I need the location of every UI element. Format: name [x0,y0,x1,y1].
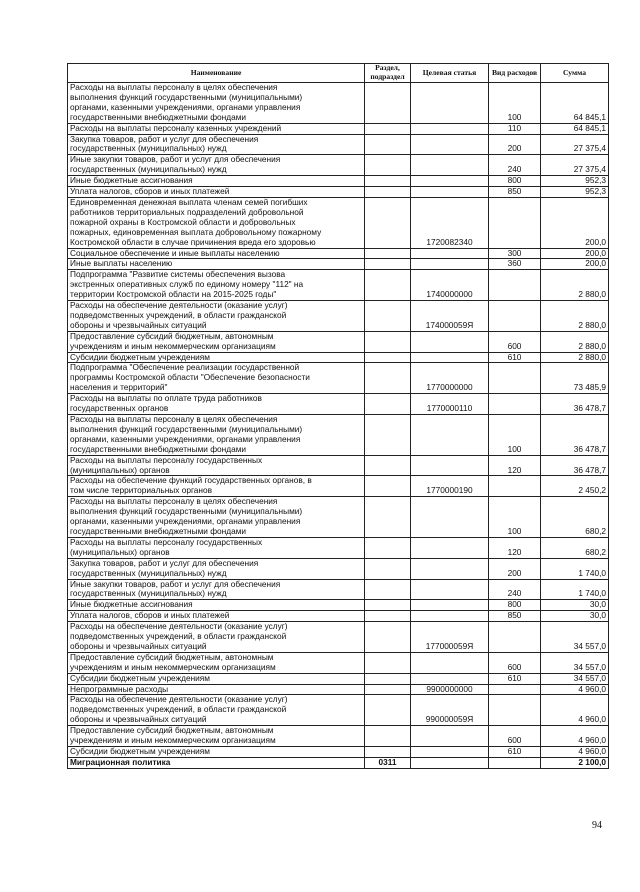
row-name-line: программы Костромской области "Обеспечение безопасности [70,372,310,383]
row-sum: 952,3 [541,187,609,198]
row-target-article: 1770000110 [411,394,489,415]
table-row [68,331,609,352]
table-row [68,176,609,187]
row-name-line: Субсидии бюджетным учреждениям [70,352,210,362]
header-section: Раздел, подраздел [365,64,411,83]
table-row [68,455,609,476]
header-expense: Вид расходов [489,64,541,83]
row-sum: 73 485,9 [541,363,609,394]
row-sum: 200,0 [541,259,609,270]
row-sum: 2 450,2 [541,476,609,497]
row-sum: 34 557,0 [541,652,609,673]
row-name-line: Социальное обеспечение и иные выплаты населению [70,248,280,258]
row-sum: 64 845,1 [541,83,609,124]
table-row [68,83,609,124]
row-sum: 27 375,4 [541,134,609,155]
row-name-line: Расходы на обеспечение деятельности (оказание услуг) [70,300,288,311]
row-target-article [411,248,489,259]
table-body [68,83,609,769]
row-expense-type: 120 [489,455,541,476]
row-target-article [411,537,489,558]
row-name-line: Закупка товаров, работ и услуг для обеспечения [70,558,259,568]
row-section [365,726,411,747]
row-section [365,652,411,673]
row-sum: 34 557,0 [541,622,609,653]
row-section [365,558,411,579]
row-name-line: Расходы на выплаты персоналу государственных [70,455,263,465]
row-name-line: Расходы на обеспечение деятельности (оказание услуг) [70,694,288,705]
row-expense-type: 100 [489,415,541,456]
row-name-line: экстренных оперативных служб по единому номеру "112" на [70,279,304,290]
row-target-article [411,134,489,155]
row-section [365,476,411,497]
table-row [68,270,609,301]
row-name-line: Иные бюджетные ассигнования [70,599,193,610]
row-section [365,611,411,622]
row-target-article [411,579,489,600]
table-row [68,673,609,684]
row-target-article: 9900000000 [411,684,489,695]
row-name [68,579,365,600]
row-target-article [411,757,489,768]
row-expense-type: 610 [489,673,541,684]
row-expense-type [489,757,541,768]
row-section [365,579,411,600]
row-section [365,415,411,456]
row-expense-type: 240 [489,155,541,176]
row-target-article [411,259,489,270]
row-name [68,757,365,768]
row-name-line: Иные закупки товаров, работ и услуг для обеспечения [70,154,281,165]
row-name [68,695,365,726]
row-sum: 1 740,0 [541,579,609,600]
row-target-article [411,176,489,187]
row-name-line: Костромской области в случае причинения вреда его здоровью [70,236,316,247]
row-name-line: Субсидии бюджетным учреждениям [70,673,210,683]
row-expense-type: 610 [489,747,541,758]
row-name [68,176,365,187]
row-name-line: органами, казенными учреждениями, органами управления [70,433,301,444]
row-target-article: 1740000000 [411,270,489,301]
row-sum: 952,3 [541,176,609,187]
row-name-line: пожарных, единовременная выплата добровольному пожарному [70,226,322,237]
row-name-line: Расходы на выплаты персоналу государственных [70,537,263,547]
row-section [365,123,411,134]
table-row [68,187,609,198]
row-sum: 4 960,0 [541,684,609,695]
row-name-line: учреждениям и иным некоммерческим организациям [70,735,276,746]
row-expense-type: 360 [489,259,541,270]
row-name-line: обороны и чрезвычайных ситуаций [70,640,207,651]
row-name-line: Предоставление субсидий бюджетным, автономным [70,725,274,736]
row-name-line: Закупка товаров, работ и услуг для обеспечения [70,134,259,144]
table-row [68,726,609,747]
row-name-line: Миграционная политика [70,757,171,767]
row-name [68,611,365,622]
row-name-line: населения и территорий" [70,382,168,393]
row-expense-type [489,684,541,695]
row-name [68,83,365,124]
row-section [365,455,411,476]
row-name-line: подведомственных учреждений, в области гражданской [70,631,287,642]
row-target-article [411,352,489,363]
row-target-article [411,558,489,579]
row-name-line: Иные закупки товаров, работ и услуг для обеспечения [70,579,281,589]
row-name-line: (муниципальных) органов [70,546,170,557]
row-expense-type [489,197,541,248]
row-name-line: государственных (муниципальных) нужд [70,143,227,154]
row-sum: 36 478,7 [541,455,609,476]
row-name [68,363,365,394]
row-expense-type [489,695,541,726]
row-target-article [411,747,489,758]
row-target-article [411,415,489,456]
table-header-row [68,64,609,83]
table-row [68,611,609,622]
row-name-line: обороны и чрезвычайных ситуаций [70,319,207,330]
row-name [68,394,365,415]
row-name-line: выполнения функций государственными (муниципальными) [70,506,303,517]
row-target-article: 174000059Я [411,301,489,332]
row-name-line: Расходы на выплаты персоналу в целях обеспечения [70,82,278,92]
row-name-line: том числе территориальных органов [70,485,213,496]
row-name [68,476,365,497]
row-expense-type: 120 [489,537,541,558]
row-name-line: государственными внебюджетными фондами [70,525,247,536]
row-name-line: Непрограммные расходы [70,684,169,694]
table-row [68,123,609,134]
row-sum: 680,2 [541,497,609,538]
row-target-article [411,497,489,538]
table-row [68,394,609,415]
row-name-line: Иные выплаты населению [70,258,173,269]
table-row [68,301,609,332]
row-sum: 200,0 [541,248,609,259]
row-target-article: 1770000000 [411,363,489,394]
row-name-line: территории Костромской области на 2015-2025 годы" [70,289,277,300]
table-row [68,415,609,456]
row-section [365,259,411,270]
row-name [68,652,365,673]
table-row [68,497,609,538]
row-expense-type: 110 [489,123,541,134]
row-name-line: подведомственных учреждений, в области гражданской [70,704,287,715]
row-name [68,684,365,695]
row-expense-type [489,622,541,653]
row-name-line: Расходы на обеспечение деятельности (оказание услуг) [70,621,288,632]
row-section [365,301,411,332]
row-sum: 2 880,0 [541,270,609,301]
row-expense-type: 300 [489,248,541,259]
table-row [68,476,609,497]
row-section [365,134,411,155]
row-name-line: государственных (муниципальных) нужд [70,588,227,599]
row-sum: 4 960,0 [541,747,609,758]
row-name-line: Подпрограмма "Развитие системы обеспечения вызова [70,269,286,280]
row-name-line: Расходы на выплаты по оплате труда работников [70,393,262,404]
row-target-article: 990000059Я [411,695,489,726]
row-name-line: Расходы на выплаты персоналу в целях обеспечения [70,414,278,424]
row-name-line: (муниципальных) органов [70,464,170,475]
row-sum: 36 478,7 [541,394,609,415]
row-name [68,134,365,155]
row-section: 0311 [365,757,411,768]
row-expense-type: 800 [489,600,541,611]
row-name-line: государственных (муниципальных) нужд [70,164,227,175]
row-expense-type: 850 [489,611,541,622]
row-expense-type: 600 [489,652,541,673]
row-section [365,331,411,352]
row-section [365,270,411,301]
row-section [365,747,411,758]
row-expense-type: 100 [489,83,541,124]
row-name [68,537,365,558]
row-sum: 36 478,7 [541,415,609,456]
row-name-line: Предоставление субсидий бюджетным, автономным [70,331,274,341]
row-section [365,363,411,394]
row-name [68,726,365,747]
row-sum: 30,0 [541,600,609,611]
row-section [365,684,411,695]
row-expense-type: 600 [489,726,541,747]
row-expense-type [489,363,541,394]
row-target-article [411,83,489,124]
row-expense-type: 850 [489,187,541,198]
row-target-article [411,726,489,747]
row-name-line: Уплата налогов, сборов и иных платежей [70,186,230,197]
row-section [365,695,411,726]
row-name [68,248,365,259]
row-section [365,352,411,363]
row-name-line: обороны и чрезвычайных ситуаций [70,714,207,725]
row-name-line: подведомственных учреждений, в области гражданской [70,309,287,320]
row-section [365,197,411,248]
row-sum: 4 960,0 [541,695,609,726]
row-name [68,259,365,270]
row-target-article [411,331,489,352]
row-target-article [411,123,489,134]
row-name-line: государственных (муниципальных) нужд [70,567,227,578]
table-row [68,600,609,611]
row-name [68,673,365,684]
table-row [68,652,609,673]
table-row [68,622,609,653]
row-sum: 2 880,0 [541,331,609,352]
row-name-line: органами, казенными учреждениями, органами управления [70,516,301,527]
row-name-line: Расходы на выплаты персоналу в целях обеспечения [70,496,278,507]
row-name-line: органами, казенными учреждениями, органами управления [70,101,301,112]
table-row [68,747,609,758]
row-name [68,155,365,176]
row-sum: 680,2 [541,537,609,558]
row-target-article: 1770000190 [411,476,489,497]
table-row [68,537,609,558]
header-target: Целевая статья [411,64,489,83]
row-sum: 1 740,0 [541,558,609,579]
row-name-line: учреждениям и иным некоммерческим организациям [70,661,276,672]
row-sum: 2 100,0 [541,757,609,768]
table-row [68,558,609,579]
row-name-line: Предоставление субсидий бюджетным, автономным [70,652,274,662]
row-name-line: государственными внебюджетными фондами [70,443,247,454]
row-name [68,455,365,476]
row-name-line: Уплата налогов, сборов и иных платежей [70,610,230,621]
row-expense-type [489,301,541,332]
row-sum: 4 960,0 [541,726,609,747]
row-section [365,600,411,611]
row-name [68,197,365,248]
row-sum: 27 375,4 [541,155,609,176]
table-row [68,579,609,600]
row-target-article [411,155,489,176]
page-number: 94 [592,820,602,831]
row-target-article [411,652,489,673]
row-name [68,301,365,332]
row-target-article: 177000059Я [411,622,489,653]
row-sum: 200,0 [541,197,609,248]
row-name [68,331,365,352]
row-expense-type: 240 [489,579,541,600]
row-section [365,394,411,415]
row-expense-type: 200 [489,558,541,579]
row-section [365,622,411,653]
row-name-line: учреждениям и иным некоммерческим организациям [70,340,276,351]
row-expense-type: 100 [489,497,541,538]
table-row [68,695,609,726]
row-name-line: Иные бюджетные ассигнования [70,175,193,186]
row-section [365,155,411,176]
row-section [365,497,411,538]
table-row [68,363,609,394]
row-sum: 30,0 [541,611,609,622]
row-target-article [411,611,489,622]
row-section [365,187,411,198]
row-target-article [411,187,489,198]
row-name [68,622,365,653]
row-name [68,600,365,611]
row-sum: 2 880,0 [541,352,609,363]
row-expense-type: 800 [489,176,541,187]
row-sum: 34 557,0 [541,673,609,684]
row-section [365,673,411,684]
row-name-line: Субсидии бюджетным учреждениям [70,746,210,756]
row-name-line: государственных органов [70,403,169,414]
row-name-line: Расходы на выплаты персоналу казенных учреждений [70,123,282,133]
row-name-line: Единовременная денежная выплата членам семей погибших [70,197,308,207]
table-row [68,259,609,270]
row-sum: 64 845,1 [541,123,609,134]
table-row [68,352,609,363]
row-target-article [411,455,489,476]
row-expense-type [489,476,541,497]
row-expense-type: 200 [489,134,541,155]
row-sum: 2 880,0 [541,301,609,332]
row-name-line: Подпрограмма "Обеспечение реализации государственной [70,362,300,373]
row-section [365,176,411,187]
table-row [68,684,609,695]
row-name [68,747,365,758]
row-name [68,352,365,363]
row-name [68,558,365,579]
table-row [68,134,609,155]
table-row [68,197,609,248]
table-row [68,248,609,259]
row-expense-type [489,394,541,415]
row-section [365,83,411,124]
row-expense-type: 600 [489,331,541,352]
row-name [68,497,365,538]
row-target-article [411,673,489,684]
row-expense-type [489,270,541,301]
row-name [68,123,365,134]
row-name-line: работников территориальных подразделений добровольной [70,206,304,217]
row-name [68,415,365,456]
row-name-line: выполнения функций государственными (муниципальными) [70,91,303,102]
table-row [68,155,609,176]
row-target-article [411,600,489,611]
row-section [365,248,411,259]
row-section [365,537,411,558]
table-row [68,757,609,768]
row-name-line: Расходы на обеспечение функций государственных органов, в [70,475,312,486]
header-sum: Сумма [541,64,609,83]
row-expense-type: 610 [489,352,541,363]
budget-table [67,63,609,769]
row-name-line: пожарной охраны в Костромской области и добровольных [70,216,296,227]
row-name-line: выполнения функций государственными (муниципальными) [70,423,303,434]
row-name [68,270,365,301]
row-target-article: 1720082340 [411,197,489,248]
header-name: Наименование [68,64,365,83]
row-name [68,187,365,198]
row-name-line: государственными внебюджетными фондами [70,111,247,122]
